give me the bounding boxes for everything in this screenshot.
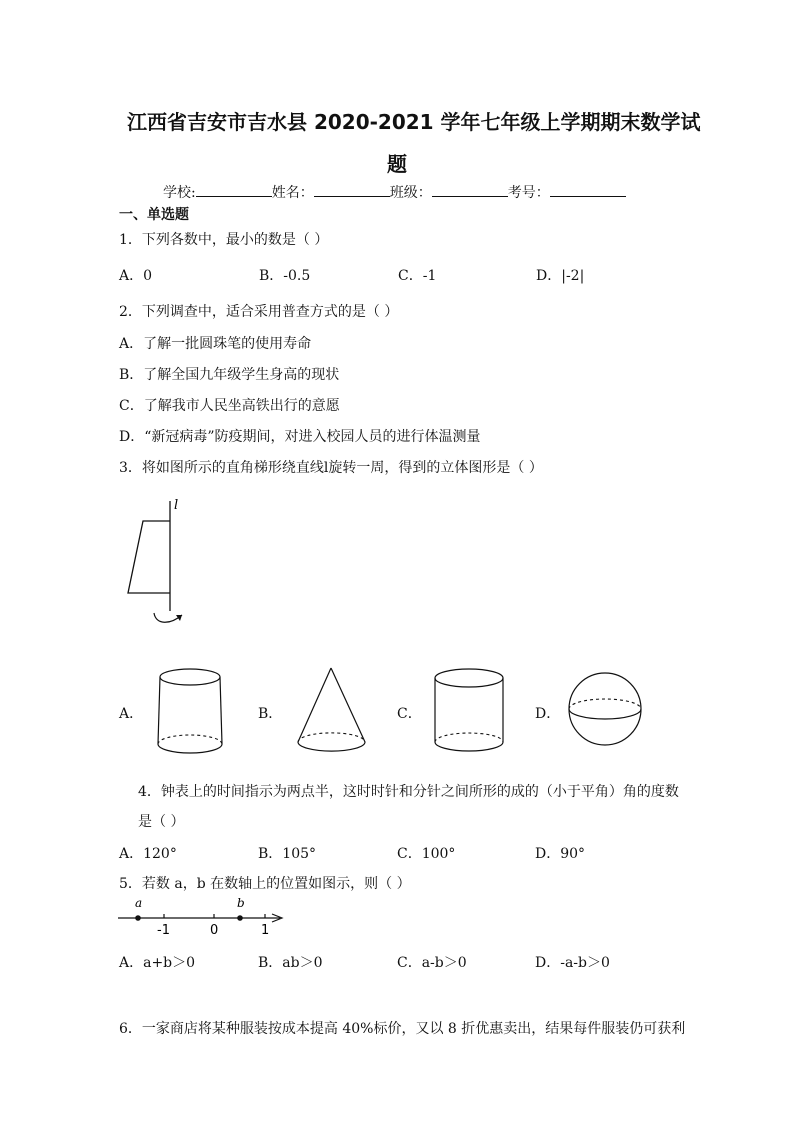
q2-stem: 2．下列调查中，适合采用普查方式的是（ ）	[119, 304, 399, 320]
q2-option-c: C．了解我市人民坐高铁出行的意愿	[119, 398, 340, 414]
q4-option-a: A．120°	[119, 846, 177, 862]
q1-option-b: B．-0.5	[259, 268, 311, 284]
q4-stem-line2: 是（ ）	[138, 814, 185, 830]
axis-label-l: l	[174, 498, 179, 513]
q2-option-d: D．“新冠病毒”防疫期间，对进入校园人员的进行体温测量	[119, 429, 481, 445]
cylinder-icon	[430, 664, 510, 759]
q1-option-a: A．0	[119, 268, 153, 284]
q1-option-c: C．-1	[398, 268, 437, 284]
q5-stem: 5．若数 a，b 在数轴上的位置如图示，则（ ）	[119, 876, 411, 892]
q5-option-b: B．ab＞0	[258, 955, 323, 971]
trapezoid-figure	[110, 495, 200, 630]
sphere-icon	[564, 668, 646, 750]
tick-label-1: 1	[261, 923, 270, 938]
q4-option-b: B．105°	[258, 846, 317, 862]
point-a	[135, 915, 141, 921]
q1-stem: 1．下列各数中，最小的数是（ ）	[119, 232, 329, 248]
q1-option-d: D．|-2|	[536, 268, 585, 284]
q3-option-c-label: C．	[397, 706, 422, 722]
point-b	[237, 915, 243, 921]
q5-option-c: C．a-b＞0	[397, 955, 467, 971]
name-field[interactable]	[314, 182, 390, 197]
cone-icon	[293, 664, 371, 759]
q2-option-b: B．了解全国九年级学生身高的现状	[119, 367, 340, 383]
page-title-line2: 题	[387, 152, 407, 176]
q4-option-d: D．90°	[535, 846, 586, 862]
info-row	[163, 182, 626, 202]
page-title-line1: 江西省吉安市吉水县 2020-2021 学年七年级上学期期末数学试	[127, 110, 701, 134]
q4-stem-line1: 4．钟表上的时间指示为两点半，这时时针和分针之间所形的成的（小于平角）角的度数	[138, 784, 679, 800]
tick-label-0: 0	[210, 923, 219, 938]
q3-option-b-label: B．	[258, 706, 283, 722]
q3-stem: 3．将如图所示的直角梯形绕直线l旋转一周，得到的立体图形是（ ）	[119, 460, 543, 476]
number-label: 考号：	[507, 185, 550, 201]
school-field[interactable]	[196, 182, 272, 197]
number-field[interactable]	[550, 182, 626, 197]
tick-label-minus1: -1	[157, 923, 170, 938]
q5-option-d: D．-a-b＞0	[535, 955, 610, 971]
class-field[interactable]	[432, 182, 508, 197]
number-line	[118, 893, 293, 938]
q3-option-d-label: D．	[535, 706, 561, 722]
q6-stem: 6．一家商店将某种服装按成本提高 40%标价，又以 8 折优惠卖出，结果每件服装仍可获利	[119, 1021, 686, 1037]
point-a-label: a	[135, 896, 143, 910]
q2-option-a: A．了解一批圆珠笔的使用寿命	[119, 336, 312, 352]
section-heading: 一、单选题	[119, 207, 189, 223]
point-b-label: b	[237, 896, 245, 910]
q5-option-a: A．a+b＞0	[119, 955, 196, 971]
frustum-icon	[152, 664, 230, 759]
name-label: 姓名：	[271, 185, 314, 201]
school-label: 学校:	[163, 185, 196, 201]
q3-option-a-label: A．	[119, 706, 144, 722]
q4-option-c: C．100°	[397, 846, 456, 862]
class-label: 班级：	[389, 185, 432, 201]
